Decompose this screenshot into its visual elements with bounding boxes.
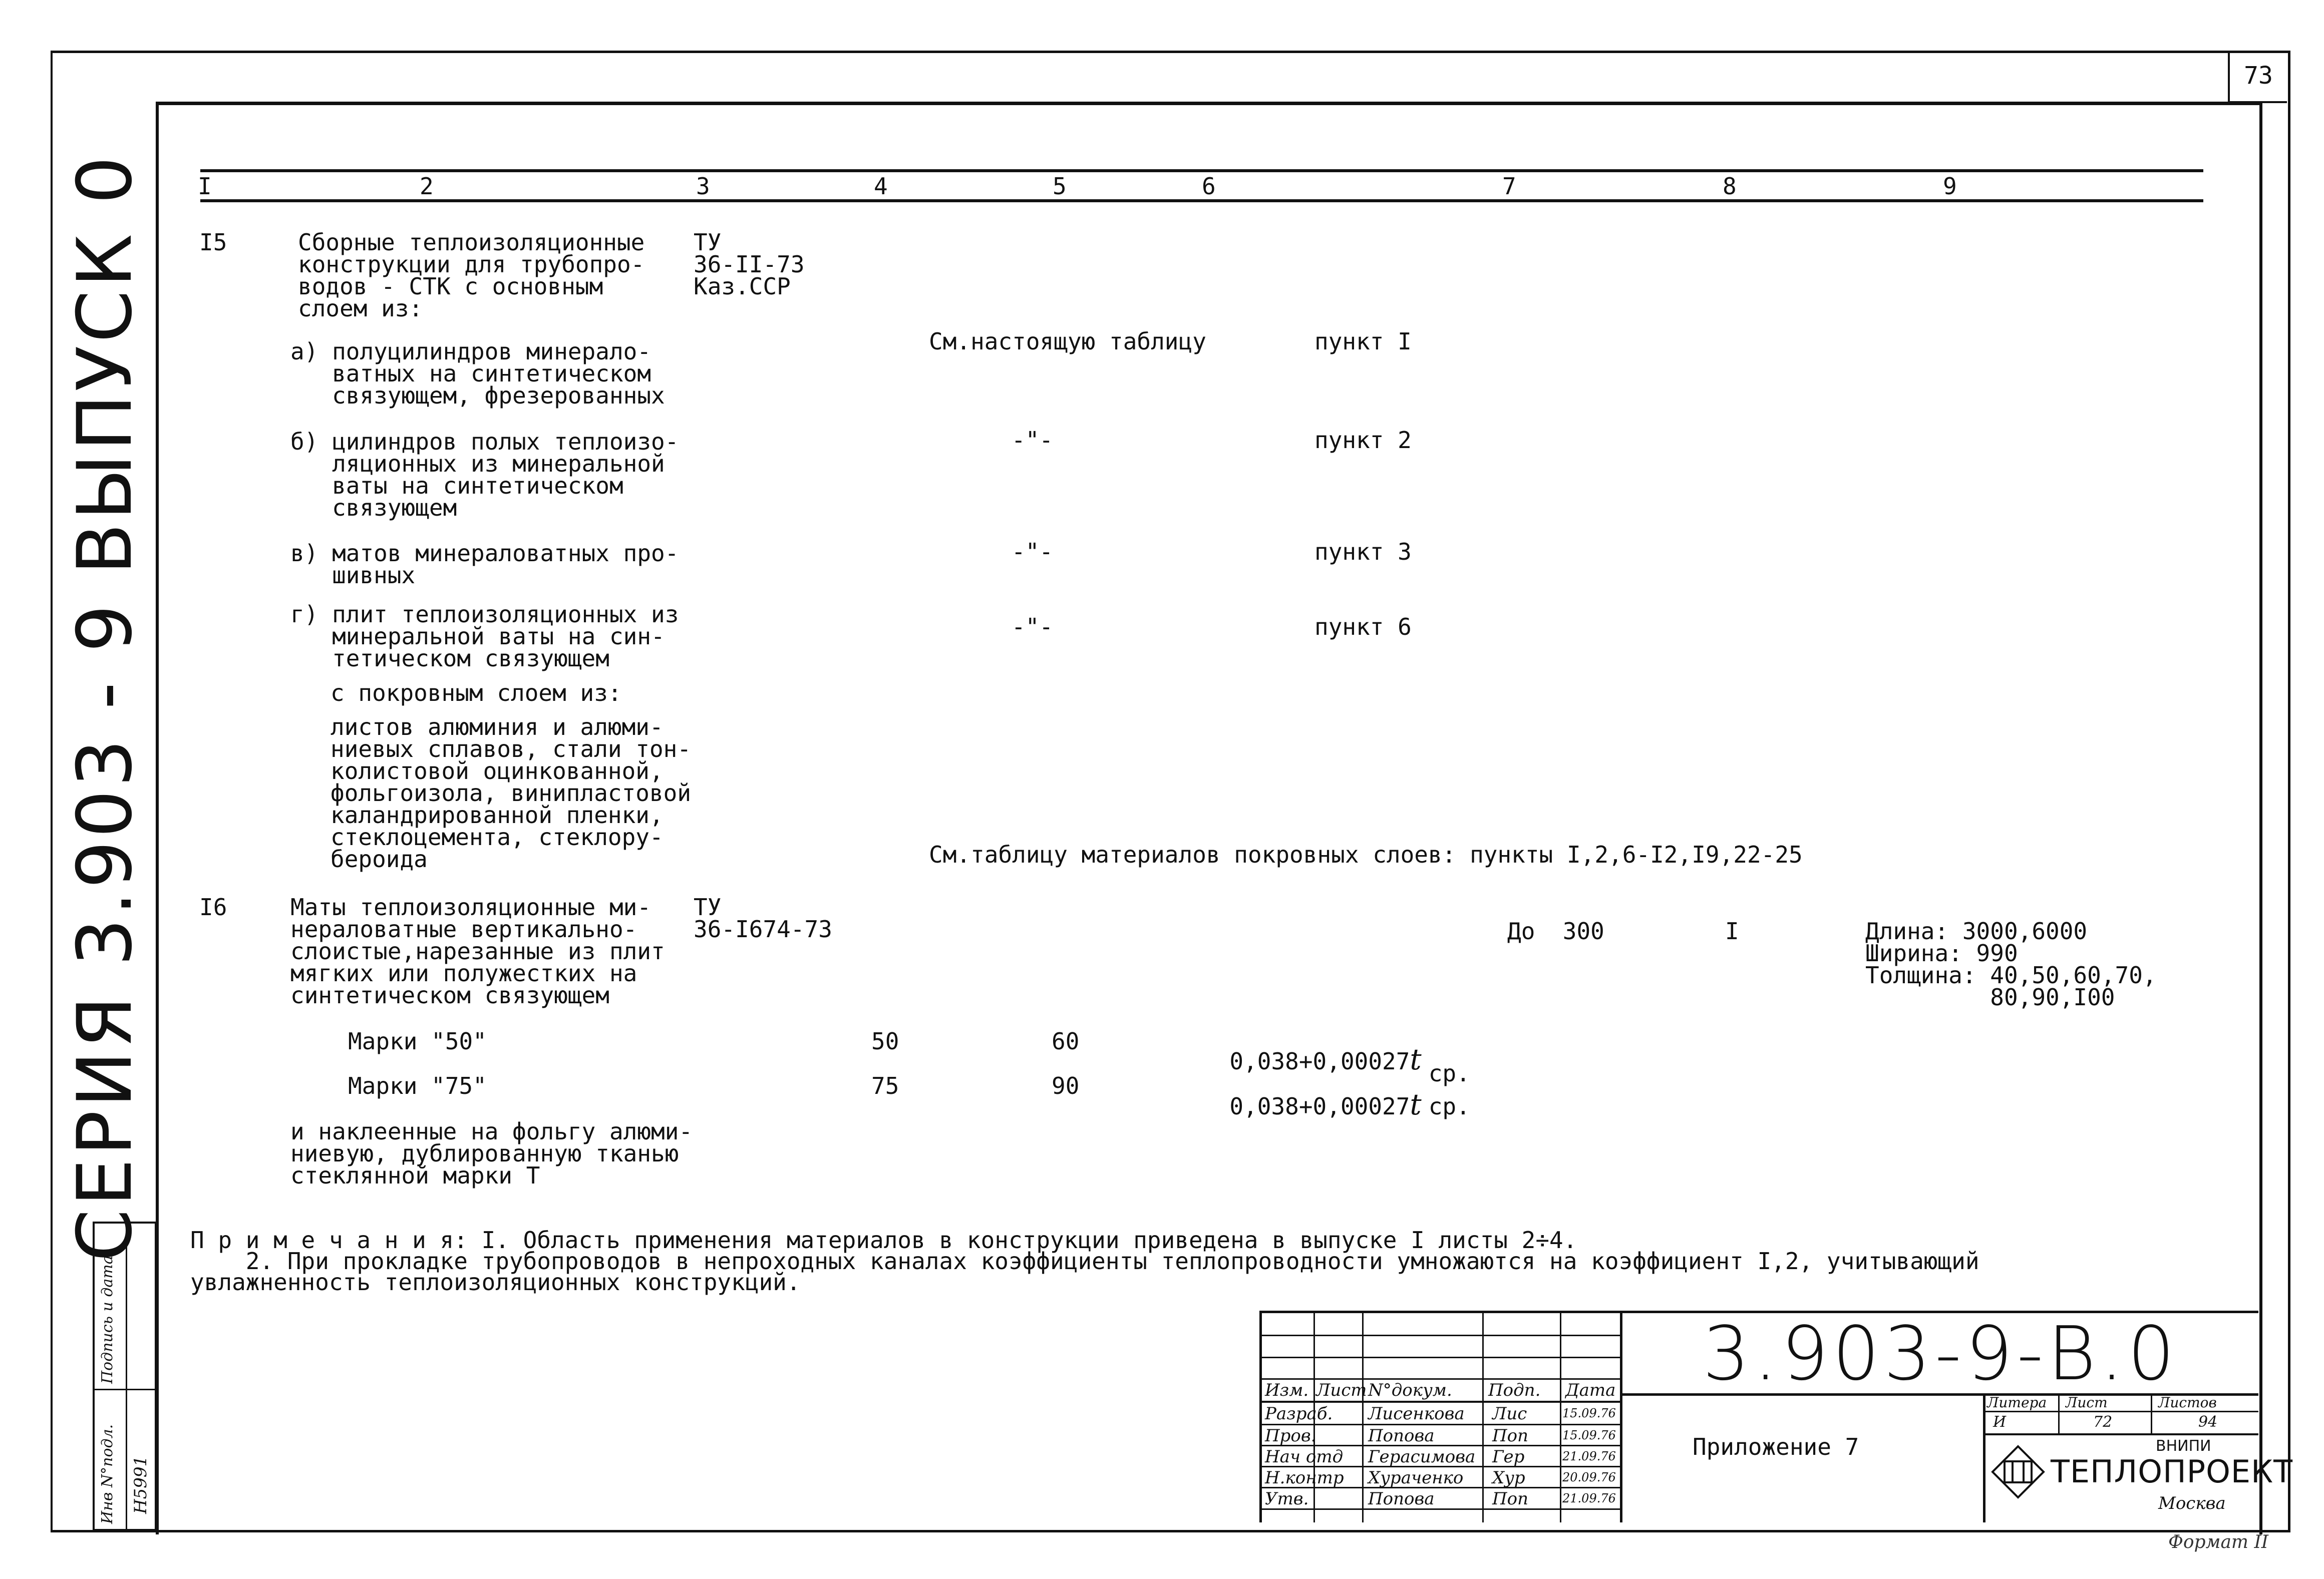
row15-item-b-point: пункт 2 xyxy=(1314,427,1412,454)
row15-name: Сборные теплоизоляционные конструкции для трубопро- водов - СТК с основным слоем из: xyxy=(298,229,645,322)
series-text: СЕРИЯ 3.903 - 9 ВЫПУСК 0 xyxy=(62,153,149,1262)
sheet-label: Лист xyxy=(2066,1394,2108,1411)
row16-tail: и наклеенные на фольгу алюми- ниевую, дублированную тканью стеклянной марки Т xyxy=(290,1118,693,1189)
series-side-title xyxy=(55,153,155,1262)
name-5: Попова xyxy=(1368,1489,1435,1509)
hdr-sign: Подп. xyxy=(1488,1380,1541,1400)
grade75-formula: 0,038+0,00027 xyxy=(1229,1093,1410,1120)
col-num-5: 5 xyxy=(1053,173,1067,200)
litera-value: И xyxy=(1993,1413,2007,1431)
grade50-formula: 0,038+0,00027 xyxy=(1229,1048,1410,1075)
grade50-t: t xyxy=(1410,1042,1422,1076)
role-1: Разраб. xyxy=(1265,1404,1333,1424)
row15-item-a-point: пункт I xyxy=(1314,328,1412,355)
name-2: Попова xyxy=(1368,1426,1435,1446)
page-number: 73 xyxy=(2228,51,2287,103)
row16-name: Маты теплоизоляционные ми- нераловатные вертикально- слоистые,нарезанные из плит мягких или полужестких на синтетическом связующем xyxy=(290,894,665,1009)
col-num-6: 6 xyxy=(1202,173,1216,200)
sign-2: Поп xyxy=(1492,1426,1529,1446)
role-3: Нач отд xyxy=(1265,1447,1344,1467)
left-stamp xyxy=(93,1222,157,1531)
row15-item-d-ref: -"- xyxy=(1012,613,1054,640)
date-5: 21.09.76 xyxy=(1562,1491,1616,1505)
row16-col9: Длина: 3000,6000 Ширина: 990 Толщина: 40,50,60,70, 80,90,I00 xyxy=(1865,918,2157,1011)
date-4: 20.09.76 xyxy=(1562,1470,1616,1484)
name-3: Герасимова xyxy=(1368,1447,1476,1467)
sheets-label: Листов xyxy=(2158,1394,2217,1411)
row16-spec: ТУ 36-I674-73 xyxy=(694,894,832,943)
hdr-list: Лист xyxy=(1316,1380,1367,1400)
hdr-doc: N°докум. xyxy=(1368,1380,1452,1400)
row16-col8: I xyxy=(1725,918,1739,945)
org-top: ВНИПИ xyxy=(2156,1437,2211,1455)
row16-grade75-c4: 75 xyxy=(871,1072,899,1099)
col-num-1: I xyxy=(198,173,212,200)
date-2: 15.09.76 xyxy=(1562,1428,1616,1442)
row16-number: I6 xyxy=(199,894,227,921)
grade75-t: t xyxy=(1410,1087,1422,1121)
row15-cover-ref: См.таблицу материалов покровных слоев: пункты I,2,6-I2,I9,22-25 xyxy=(929,841,1803,868)
row15-item-b-ref: -"- xyxy=(1012,427,1054,454)
row16-grade75-label: Марки "75" xyxy=(348,1072,487,1099)
col-num-8: 8 xyxy=(1723,173,1737,200)
sheet-value: 72 xyxy=(2093,1413,2113,1431)
row15-item-d: г) плит теплоизоляционных из минеральной ваты на син- тетическом связующем xyxy=(290,601,679,672)
title-block xyxy=(1259,1311,2293,1522)
header-rule-top xyxy=(200,169,2203,172)
row16-grade50-label: Марки "50" xyxy=(348,1028,487,1055)
row15-item-c-point: пункт 3 xyxy=(1314,538,1412,565)
grade75-sub: ср. xyxy=(1428,1093,1470,1120)
note-line-1: П р и м е ч а н и я: I. Область применения материалов в конструкции приведена в выпуске I листы 2÷4. xyxy=(190,1227,1577,1254)
sign-date-label: Подпись и дата xyxy=(99,1255,116,1384)
hdr-date: Дата xyxy=(1565,1380,1616,1400)
col-num-7: 7 xyxy=(1502,173,1516,200)
col-num-9: 9 xyxy=(1943,173,1957,200)
sign-1: Лис xyxy=(1492,1404,1527,1424)
row16-grade50-c4: 50 xyxy=(871,1028,899,1055)
row16-col7: До 300 xyxy=(1507,918,1604,945)
row15-item-a: а) полуцилиндров минерало- ватных на синтетическом связующем, фрезерованных xyxy=(290,338,665,409)
col-num-2: 2 xyxy=(420,173,434,200)
date-1: 15.09.76 xyxy=(1562,1406,1616,1420)
row15-cover-intro: с покровным слоем из: xyxy=(330,679,622,706)
org-city: Москва xyxy=(2158,1493,2226,1513)
role-2: Пров. xyxy=(1265,1426,1316,1446)
sheets-value: 94 xyxy=(2198,1413,2218,1431)
org-name: ТЕПЛОПРОЕКТ xyxy=(2051,1453,2293,1490)
row16-grade75-c5: 90 xyxy=(1052,1072,1080,1099)
role-5: Утв. xyxy=(1265,1489,1309,1509)
document-code: 3.903-9-В.0 xyxy=(1703,1311,2179,1397)
litera-label: Литера xyxy=(1987,1394,2047,1411)
paper-format: Формат II xyxy=(2168,1532,2268,1552)
inventory-number: H5991 xyxy=(131,1455,151,1514)
row15-spec: ТУ 36-II-73 Каз.ССР xyxy=(694,229,805,300)
row15-cover-text: листов алюминия и алюми- ниевых сплавов, стали тон- колистовой оцинкованной, фольгоизола, винипластовой каландрированной пленки, стеклоцемента, стеклору- бероида xyxy=(330,713,692,873)
hdr-izm: Изм. xyxy=(1265,1380,1309,1400)
row16-grade50-c6 xyxy=(1202,1026,1470,1087)
col-num-3: 3 xyxy=(696,173,710,200)
row16-grade75-c6 xyxy=(1202,1071,1470,1121)
sign-4: Хур xyxy=(1492,1468,1525,1488)
role-4: Н.контр xyxy=(1265,1468,1344,1488)
inventory-label: Инв N°подл. xyxy=(99,1424,116,1524)
sign-5: Поп xyxy=(1492,1489,1529,1509)
row15-item-b: б) цилиндров полых теплоизо- ляционных из минеральной ваты на синтетическом связующем xyxy=(290,428,679,521)
org-logo-icon xyxy=(1990,1444,2046,1499)
note-line-3: увлажненность теплоизоляционных конструкций. xyxy=(190,1269,801,1296)
row15-number: I5 xyxy=(199,229,227,256)
note-line-2: 2. При прокладке трубопроводов в непроходных каналах коэффициенты теплопроводности умножаются на коэффициент I,2, учитывающий xyxy=(190,1248,1979,1275)
date-3: 21.09.76 xyxy=(1562,1449,1616,1463)
row15-item-a-ref: См.настоящую таблицу xyxy=(929,328,1206,355)
grade50-sub: ср. xyxy=(1428,1060,1470,1087)
name-1: Лисенкова xyxy=(1368,1404,1465,1424)
row15-item-d-point: пункт 6 xyxy=(1314,613,1412,640)
row16-grade50-c5: 60 xyxy=(1052,1028,1080,1055)
name-4: Хураченко xyxy=(1368,1468,1464,1488)
sheet-title: Приложение 7 xyxy=(1693,1433,1859,1460)
row15-item-c-ref: -"- xyxy=(1012,538,1054,565)
sign-3: Гер xyxy=(1492,1447,1525,1467)
col-num-4: 4 xyxy=(874,173,888,200)
row15-item-c: в) матов минераловатных про- шивных xyxy=(290,540,679,589)
